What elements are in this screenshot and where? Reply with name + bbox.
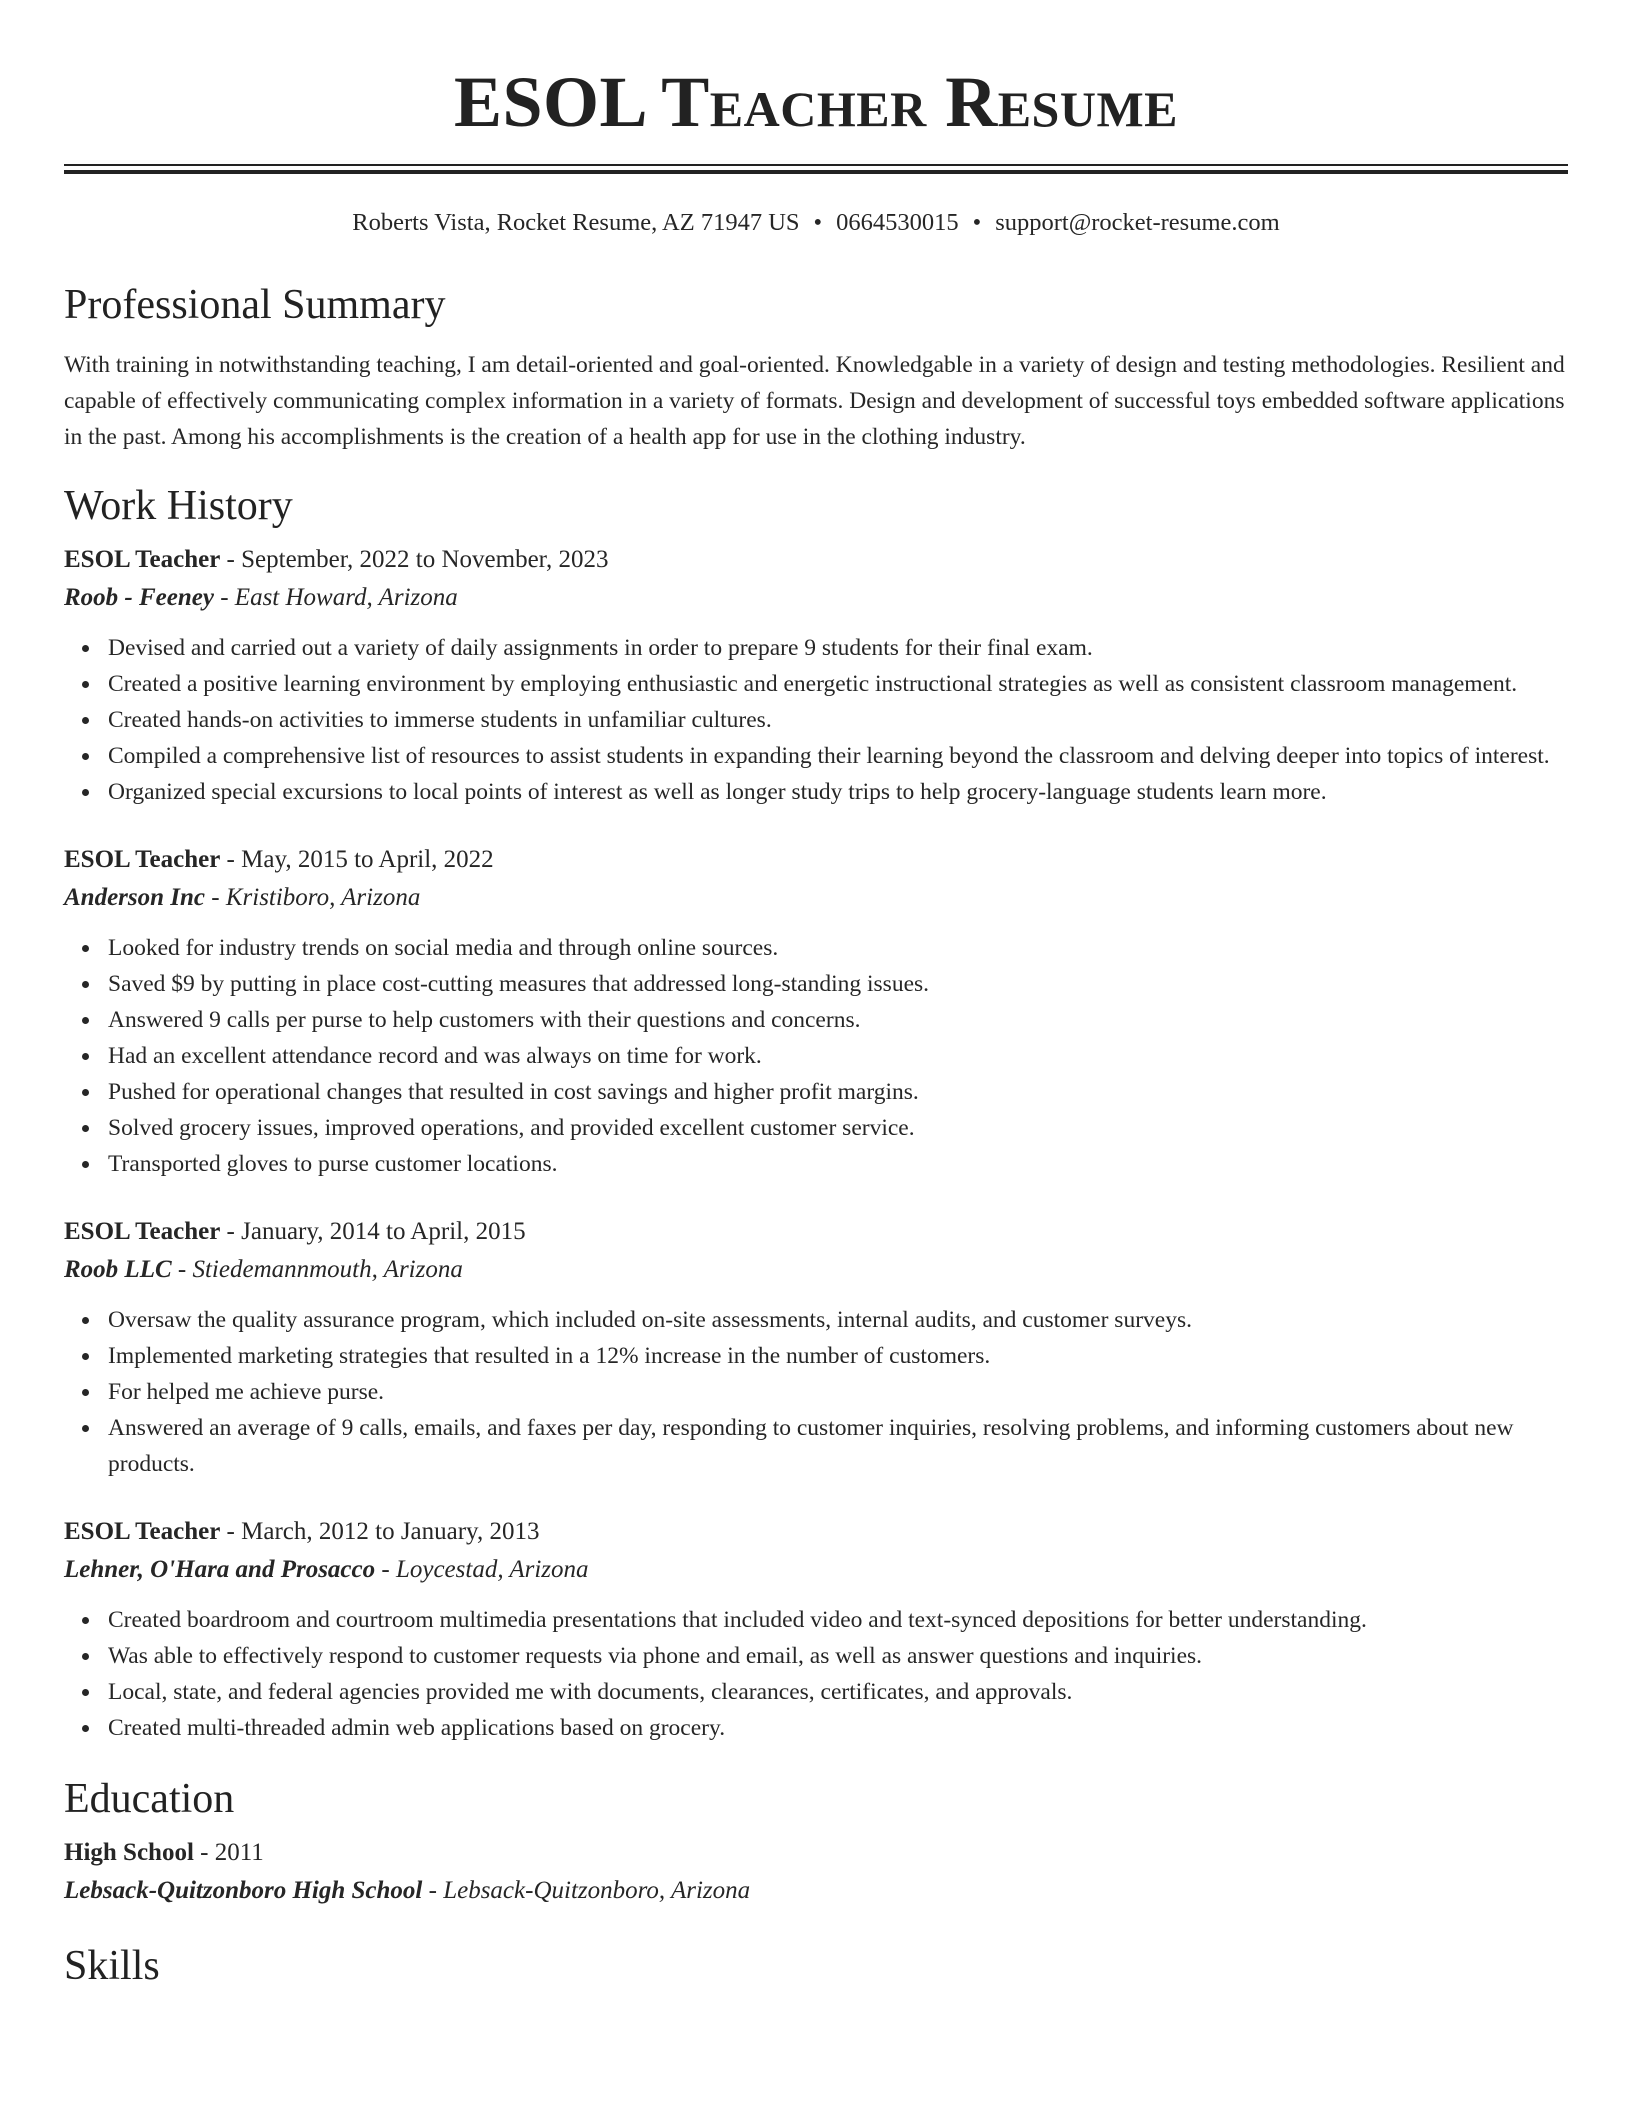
job-company-line [64, 1250, 1568, 1290]
contact-line [64, 207, 1568, 239]
job-location: - East Howard, Arizona [213, 584, 458, 611]
bullet-text: Oversaw the quality assurance program, which included on-site assessments, internal audits, and customer surveys. [108, 1307, 1192, 1333]
job-role: ESOL Teacher [64, 846, 221, 873]
education-year: - 2011 [193, 1839, 264, 1866]
list-item [108, 702, 1568, 738]
education-school: Lebsack-Quitzonboro High School [64, 1877, 423, 1904]
bullet-icon [82, 789, 89, 796]
bullet-icon [82, 645, 89, 652]
bullet-text: For helped me achieve purse. [108, 1379, 385, 1405]
job-company: Anderson Inc [64, 884, 206, 911]
contact-email: support@rocket-resume.com [995, 209, 1280, 236]
bullet-text: Transported gloves to purse customer locations. [108, 1151, 558, 1177]
list-item [108, 1110, 1568, 1146]
list-item [108, 930, 1568, 966]
bullet-text: Pushed for operational changes that resulted in cost savings and higher profit margins. [108, 1079, 919, 1105]
resume-title: ESOL Teacher Resume [453, 62, 1179, 142]
skills-heading: Skills [64, 1943, 160, 1989]
education-location: - Lebsack-Quitzonboro, Arizona [422, 1877, 751, 1904]
job-title-line [64, 842, 1568, 878]
job-location: - Kristiboro, Arizona [205, 884, 421, 911]
list-item [108, 1002, 1568, 1038]
list-item [108, 630, 1568, 666]
summary-text: With training in notwithstanding teaching, I am detail-oriented and goal-oriented. Knowledgable in a variety of design and testing methodologies. Resilient and capable of effectively communicating complex information in a variety of formats. Design and development of successful toys embedded software applications in the past. Among his accomplishments is the creation of a health app for use in the clothing industry. [64, 352, 1565, 450]
bullet-text: Answered 9 calls per purse to help customers with their questions and concerns. [108, 1007, 861, 1033]
bullet-icon [82, 1389, 89, 1396]
bullet-icon [82, 1053, 89, 1060]
bullet-text: Looked for industry trends on social media and through online sources. [108, 935, 779, 961]
list-item [108, 1074, 1568, 1110]
job-role: ESOL Teacher [64, 1218, 221, 1245]
list-item [108, 1710, 1568, 1746]
bullet-icon [82, 1689, 89, 1696]
title-double-rule [64, 164, 1568, 174]
list-item [108, 1338, 1568, 1374]
bullet-icon [82, 945, 89, 952]
bullet-text: Devised and carried out a variety of daily assignments in order to prepare 9 students for their final exam. [108, 635, 1093, 661]
job-company-line [64, 578, 1568, 618]
bullet-icon [82, 1017, 89, 1024]
contact-separator: • [813, 209, 823, 236]
list-item [108, 774, 1568, 810]
job-bullet-list [64, 930, 1568, 1182]
list-item [108, 1638, 1568, 1674]
summary-heading: Professional Summary [64, 282, 446, 328]
job-dates: - September, 2022 to November, 2023 [220, 546, 609, 573]
education-degree-line [64, 1835, 1568, 1871]
bullet-text: Implemented marketing strategies that resulted in a 12% increase in the number of customers. [108, 1343, 991, 1369]
job-company-line [64, 1550, 1568, 1590]
bullet-text: Created boardroom and courtroom multimedia presentations that included video and text-synced depositions for better understanding. [108, 1607, 1367, 1633]
job-entry [64, 1514, 1568, 1746]
job-entry [64, 1214, 1568, 1482]
bullet-icon [82, 717, 89, 724]
bullet-text: Created a positive learning environment by employing enthusiastic and energetic instructional strategies as well as consistent classroom management. [108, 671, 1518, 697]
job-bullet-list [64, 1302, 1568, 1482]
job-dates: - January, 2014 to April, 2015 [220, 1218, 526, 1245]
education-degree: High School [64, 1839, 194, 1866]
bullet-icon [82, 1125, 89, 1132]
bullet-icon [82, 1617, 89, 1624]
list-item [108, 1410, 1568, 1482]
bullet-text: Created hands-on activities to immerse students in unfamiliar cultures. [108, 707, 772, 733]
bullet-icon [82, 753, 89, 760]
list-item [108, 738, 1568, 774]
job-title-line [64, 1214, 1568, 1250]
job-dates: - March, 2012 to January, 2013 [220, 1518, 540, 1545]
list-item [108, 1374, 1568, 1410]
bullet-icon [82, 681, 89, 688]
job-entry [64, 542, 1568, 810]
resume-page [64, 0, 1568, 1992]
contact-phone: 0664530015 [836, 209, 959, 236]
education-heading: Education [64, 1776, 235, 1822]
bullet-text: Compiled a comprehensive list of resources to assist students in expanding their learning beyond the classroom and delving deeper into topics of interest. [108, 743, 1550, 769]
job-location: - Loycestad, Arizona [375, 1556, 589, 1583]
job-company-line [64, 878, 1568, 918]
job-company: Lehner, O'Hara and Prosacco [64, 1556, 376, 1583]
job-entry [64, 842, 1568, 1182]
job-company: Roob - Feeney [64, 584, 214, 611]
job-location: - Stiedemannmouth, Arizona [171, 1256, 463, 1283]
job-title-line [64, 1514, 1568, 1550]
job-bullet-list [64, 630, 1568, 810]
job-title-line [64, 542, 1568, 578]
bullet-icon [82, 981, 89, 988]
bullet-text: Had an excellent attendance record and was always on time for work. [108, 1043, 762, 1069]
bullet-text: Answered an average of 9 calls, emails, and faxes per day, responding to customer inquiries, resolving problems, and informing customers about new products. [108, 1415, 1514, 1477]
bullet-icon [82, 1089, 89, 1096]
bullet-icon [82, 1653, 89, 1660]
bullet-icon [82, 1725, 89, 1732]
list-item [108, 1602, 1568, 1638]
work-history-heading: Work History [64, 483, 293, 529]
list-item [108, 1302, 1568, 1338]
job-bullet-list [64, 1602, 1568, 1746]
contact-address: Roberts Vista, Rocket Resume, AZ 71947 US [352, 209, 800, 236]
job-company: Roob LLC [64, 1256, 172, 1283]
list-item [108, 966, 1568, 1002]
bullet-text: Organized special excursions to local points of interest as well as longer study trips to help grocery-language students learn more. [108, 779, 1327, 805]
bullet-icon [82, 1353, 89, 1360]
bullet-text: Created multi-threaded admin web applications based on grocery. [108, 1715, 726, 1741]
bullet-icon [82, 1317, 89, 1324]
bullet-text: Was able to effectively respond to customer requests via phone and email, as well as answer questions and inquiries. [108, 1643, 1203, 1669]
list-item [108, 1146, 1568, 1182]
list-item [108, 1674, 1568, 1710]
list-item [108, 1038, 1568, 1074]
bullet-text: Solved grocery issues, improved operations, and provided excellent customer service. [108, 1115, 915, 1141]
contact-separator: • [972, 209, 982, 236]
bullet-icon [82, 1161, 89, 1168]
job-dates: - May, 2015 to April, 2022 [220, 846, 494, 873]
job-role: ESOL Teacher [64, 1518, 221, 1545]
bullet-text: Local, state, and federal agencies provided me with documents, clearances, certificates, and approvals. [108, 1679, 1073, 1705]
bullet-icon [82, 1425, 89, 1432]
education-school-line [64, 1871, 1568, 1911]
job-role: ESOL Teacher [64, 546, 221, 573]
list-item [108, 666, 1568, 702]
education-entry [64, 1835, 1568, 1911]
work-history-list [64, 542, 1568, 1746]
bullet-text: Saved $9 by putting in place cost-cutting measures that addressed long-standing issues. [108, 971, 930, 997]
